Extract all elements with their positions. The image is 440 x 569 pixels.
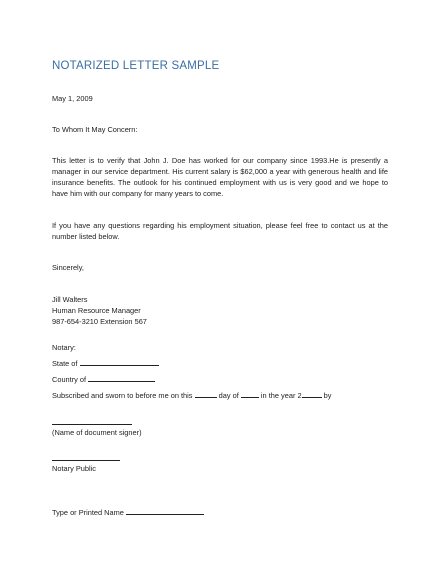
notary-public-signature-line (52, 460, 120, 461)
salutation: To Whom It May Concern: (52, 125, 138, 134)
printed-name-line (52, 507, 204, 518)
document-signer-signature-line (52, 424, 132, 425)
body-paragraph-1: This letter is to verify that John J. Doe has worked for our company since 1993.He is presently a manager in our service department. His current salary is $62,000 a year with generous health and life insurance benefits. The outlook for his continued employment with us is very good and we hope to have him with our company for many years to come. (52, 156, 388, 198)
closing: Sincerely, (52, 263, 84, 272)
country-line (52, 374, 155, 385)
sworn-text-4: by (323, 391, 332, 400)
signer-name: Jill Walters (52, 295, 88, 304)
sworn-line (52, 390, 331, 401)
notary-public-label: Notary Public (52, 464, 96, 473)
signer-phone: 987-654-3210 Extension 567 (52, 317, 147, 326)
sworn-text-1: Subscribed and sworn to before me on this (52, 391, 193, 400)
printed-name-blank (126, 507, 204, 515)
notary-heading: Notary: (52, 343, 76, 352)
country-blank (88, 374, 155, 382)
state-blank (80, 358, 159, 366)
printed-name-label: Type or Printed Name (52, 508, 124, 517)
signer-title: Human Resource Manager (52, 306, 141, 315)
letter-title: NOTARIZED LETTER SAMPLE (52, 60, 220, 72)
month-blank (241, 390, 259, 398)
state-label: State of (52, 359, 78, 368)
state-line (52, 358, 159, 369)
sworn-text-2: day of (218, 391, 239, 400)
body-paragraph-2: If you have any questions regarding his employment situation, please feel free to contact us at the number listed below. (52, 221, 388, 241)
day-blank (195, 390, 217, 398)
year-blank (302, 390, 322, 398)
letter-date: May 1, 2009 (52, 94, 93, 103)
document-signer-label: (Name of document signer) (52, 428, 142, 437)
country-label: Country of (52, 375, 87, 384)
sworn-text-3: in the year 2 (260, 391, 302, 400)
